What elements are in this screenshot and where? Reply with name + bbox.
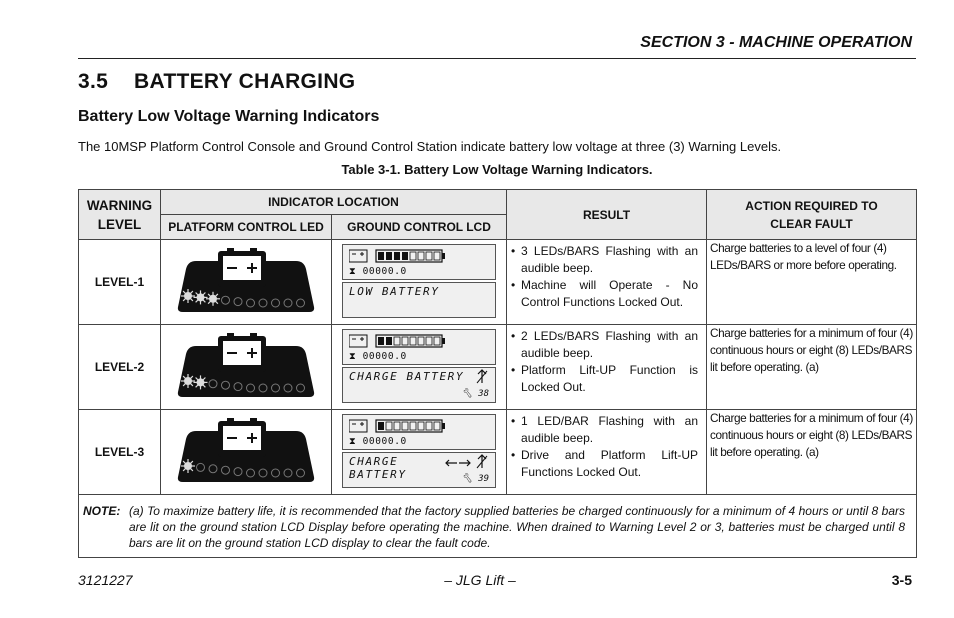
platform-led-panel <box>176 417 316 483</box>
lcd-message-line1: CHARGE <box>349 455 399 468</box>
lcd-battery-gauge <box>349 418 449 434</box>
lcd-message-line1: LOW BATTERY <box>349 285 440 298</box>
header-indicator-location: INDICATOR LOCATION <box>161 190 507 215</box>
flashing-led <box>194 375 208 389</box>
action-text: Charge batteries for a minimum of four (4) continuous hours or eight (8) LEDs/BARS lit before operating. (a) <box>710 326 913 374</box>
result-item: • 2 LEDs/BARS Flashing with an audible beep. <box>521 328 698 362</box>
header-divider <box>78 58 916 59</box>
platform-led-cell <box>161 240 332 325</box>
flashing-led <box>206 291 220 305</box>
platform-led-cell <box>161 410 332 495</box>
warning-level-cell: LEVEL-3 <box>79 410 161 495</box>
page-number: 3-5 <box>891 572 912 588</box>
platform-led-panel <box>176 247 316 313</box>
warning-indicator-table <box>78 189 917 558</box>
result-item: • Platform Lift-UP Function is Locked Out. <box>521 362 698 396</box>
lcd-battery-gauge <box>349 333 449 349</box>
lcd-message-screen <box>342 282 496 318</box>
ground-lcd-cell <box>332 410 507 495</box>
lcd-status-screen <box>342 244 496 280</box>
lcd-function-icons <box>475 369 489 390</box>
wrench-icon: 🔧︎ <box>461 474 473 484</box>
header-ground-lcd: GROUND CONTROL LCD <box>332 215 507 240</box>
action-text: Charge batteries for a minimum of four (4) continuous hours or eight (8) LEDs/BARS lit before operating. (a) <box>710 411 913 459</box>
header-action: ACTION REQUIRED TO CLEAR FAULT <box>707 190 917 240</box>
table-note <box>79 495 917 558</box>
result-cell <box>507 410 707 495</box>
warning-level-cell: LEVEL-1 <box>79 240 161 325</box>
lcd-hour-meter <box>461 389 489 399</box>
platform-led-panel <box>176 332 316 398</box>
lcd-status-screen <box>342 414 496 450</box>
lcd-counter-value: 00000.0 <box>362 351 407 362</box>
table-row <box>79 410 917 495</box>
flashing-led <box>181 459 195 473</box>
note-text: (a) To maximize battery life, it is recommended that the factory supplied batteries be charged continuously for a minimum of 4 hours or until 8 bars are lit on the ground station LCD Display before operating the machine. When drained to Warning Level 2 or 3, batteries must be charged until 8 bars are lit on the ground station LCD display to clear the fault code. <box>129 504 905 550</box>
platform-led-cell <box>161 325 332 410</box>
lcd-hours-value: 39 <box>478 474 489 484</box>
result-item: • 1 LED/BAR Flashing with an audible beep. <box>521 413 698 447</box>
footer-brand: – JLG Lift – <box>444 572 516 588</box>
section-number: 3.5 <box>78 70 109 93</box>
lcd-function-icons <box>445 454 489 475</box>
section-header: SECTION 3 - MACHINE OPERATION <box>640 34 912 51</box>
action-cell <box>707 410 917 495</box>
flashing-led <box>181 374 195 388</box>
lcd-message-line2: BATTERY <box>349 468 407 481</box>
lcd-hour-counter: ⧗ 00000.0 <box>349 351 407 362</box>
header-platform-led: PLATFORM CONTROL LED <box>161 215 332 240</box>
note-label: NOTE: <box>83 504 121 518</box>
lift-up-blocked-icon <box>475 369 489 385</box>
lcd-counter-value: 00000.0 <box>362 436 407 447</box>
lift-up-blocked-icon <box>475 454 489 470</box>
result-item: • 3 LEDs/BARS Flashing with an audible beep. <box>521 243 698 277</box>
lcd-hour-counter: ⧗ 00000.0 <box>349 266 407 277</box>
action-text: Charge batteries to a level of four (4) LEDs/BARS or more before operating. <box>710 241 897 272</box>
lcd-hour-meter <box>461 474 489 484</box>
header-warning-level: WARNING LEVEL <box>79 190 161 240</box>
lcd-hours-value: 38 <box>478 389 489 399</box>
ground-lcd-cell <box>332 325 507 410</box>
lcd-counter-value: 00000.0 <box>362 266 407 277</box>
document-number: 3121227 <box>78 572 133 588</box>
result-item: • Drive and Platform Lift-UP Functions Locked Out. <box>521 447 698 481</box>
section-title-text: BATTERY CHARGING <box>134 70 356 93</box>
table-row <box>79 325 917 410</box>
lcd-message-screen <box>342 452 496 488</box>
lcd-message-screen <box>342 367 496 403</box>
result-item: • Machine will Operate - No Control Functions Locked Out. <box>521 277 698 311</box>
header-result: RESULT <box>507 190 707 240</box>
drive-blocked-icon <box>445 456 471 470</box>
table-row <box>79 240 917 325</box>
lcd-status-screen <box>342 329 496 365</box>
lcd-message-line1: CHARGE BATTERY <box>349 370 465 383</box>
flashing-led <box>194 290 208 304</box>
warning-level-cell: LEVEL-2 <box>79 325 161 410</box>
intro-paragraph: The 10MSP Platform Control Console and Ground Control Station indicate battery low voltage at three (3) Warning Levels. <box>78 139 782 154</box>
lcd-hour-counter: ⧗ 00000.0 <box>349 436 407 447</box>
result-cell <box>507 325 707 410</box>
lcd-battery-gauge <box>349 248 449 264</box>
result-cell <box>507 240 707 325</box>
wrench-icon: 🔧︎ <box>461 389 473 399</box>
subsection-title: Battery Low Voltage Warning Indicators <box>78 108 380 125</box>
action-cell <box>707 325 917 410</box>
table-caption: Table 3-1. Battery Low Voltage Warning Indicators. <box>341 162 653 177</box>
action-cell <box>707 240 917 325</box>
ground-lcd-cell <box>332 240 507 325</box>
section-title <box>78 70 355 94</box>
flashing-led <box>181 289 195 303</box>
